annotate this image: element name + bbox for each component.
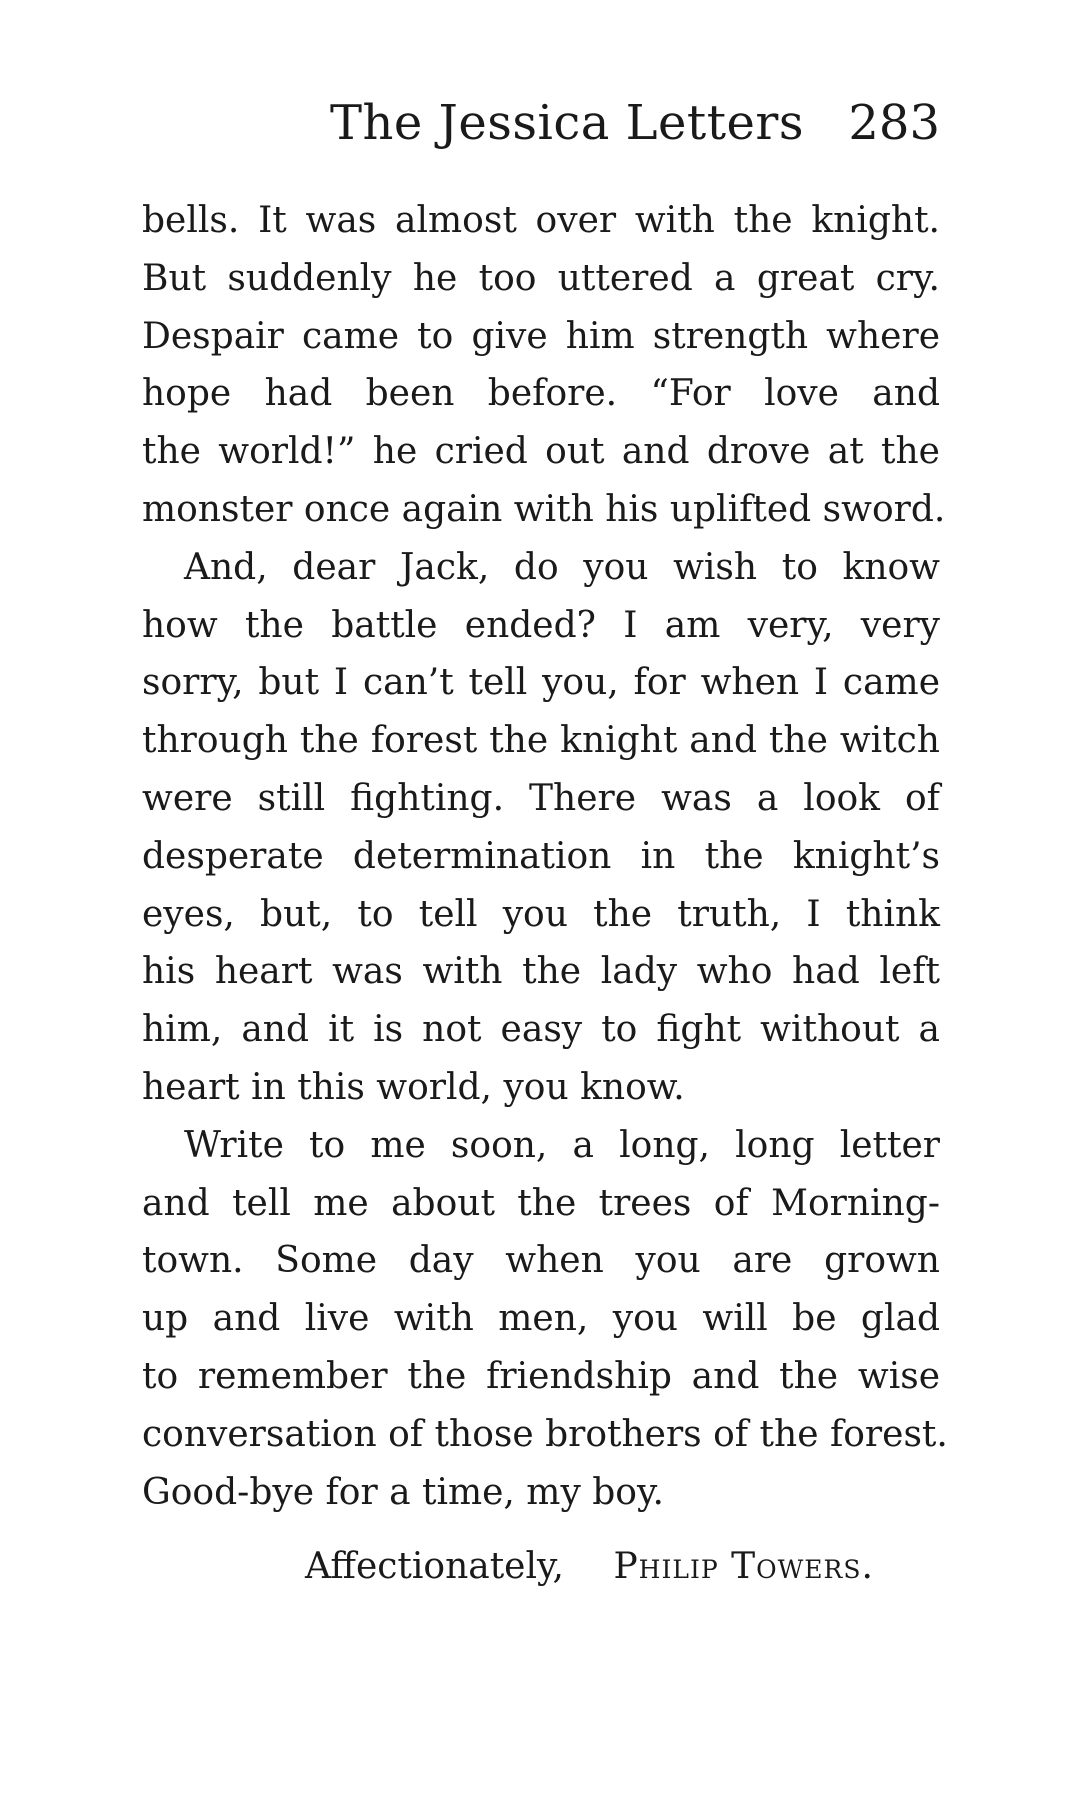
text-line: his heart was with the lady who had left — [142, 951, 940, 993]
text-line: Good-bye for a time, my boy. — [142, 1471, 664, 1513]
text-line: conversation of those brothers of the forest. — [142, 1413, 948, 1455]
text-line: how the battle ended? I am very, very — [142, 604, 940, 646]
text-line: desperate determination in the knight’s — [142, 835, 940, 877]
text-line: to remember the friendship and the wise — [142, 1355, 940, 1397]
text-line: up and live with men, you will be glad — [142, 1298, 940, 1340]
text-line: town. Some day when you are grown — [142, 1240, 940, 1282]
text-line: through the forest the knight and the witch — [142, 720, 940, 762]
text-line: him, and it is not easy to fight without a — [142, 1009, 940, 1051]
text-line: and tell me about the trees of Morning- — [142, 1182, 940, 1224]
text-line: hope had been before. “For love and — [142, 373, 940, 415]
paragraph-start-line: Write to me soon, a long, long letter — [184, 1124, 940, 1166]
text-line: were still fighting. There was a look of — [142, 777, 940, 819]
text-line: eyes, but, to tell you the truth, I think — [142, 893, 940, 935]
signature: Philip Towers. — [613, 1546, 874, 1587]
paragraph-start-line: And, dear Jack, do you wish to know — [184, 546, 940, 588]
text-line: sorry, but I can’t tell you, for when I came — [142, 662, 940, 704]
text-line: But suddenly he too uttered a great cry. — [142, 257, 940, 299]
text-line: bells. It was almost over with the knight. — [142, 200, 940, 241]
text-line: the world!” he cried out and drove at the — [142, 431, 940, 473]
letter-closing — [305, 1538, 874, 1596]
body-text — [142, 192, 948, 1521]
text-line: heart in this world, you know. — [142, 1066, 685, 1108]
text-line: Despair came to give him strength where — [142, 315, 940, 357]
running-title: The Jessica Letters — [330, 95, 804, 151]
text-line: monster once again with his uplifted sword. — [142, 488, 946, 530]
closing-salutation: Affectionately, — [305, 1546, 564, 1587]
page-number: 283 — [848, 95, 940, 151]
page-header — [142, 88, 940, 158]
